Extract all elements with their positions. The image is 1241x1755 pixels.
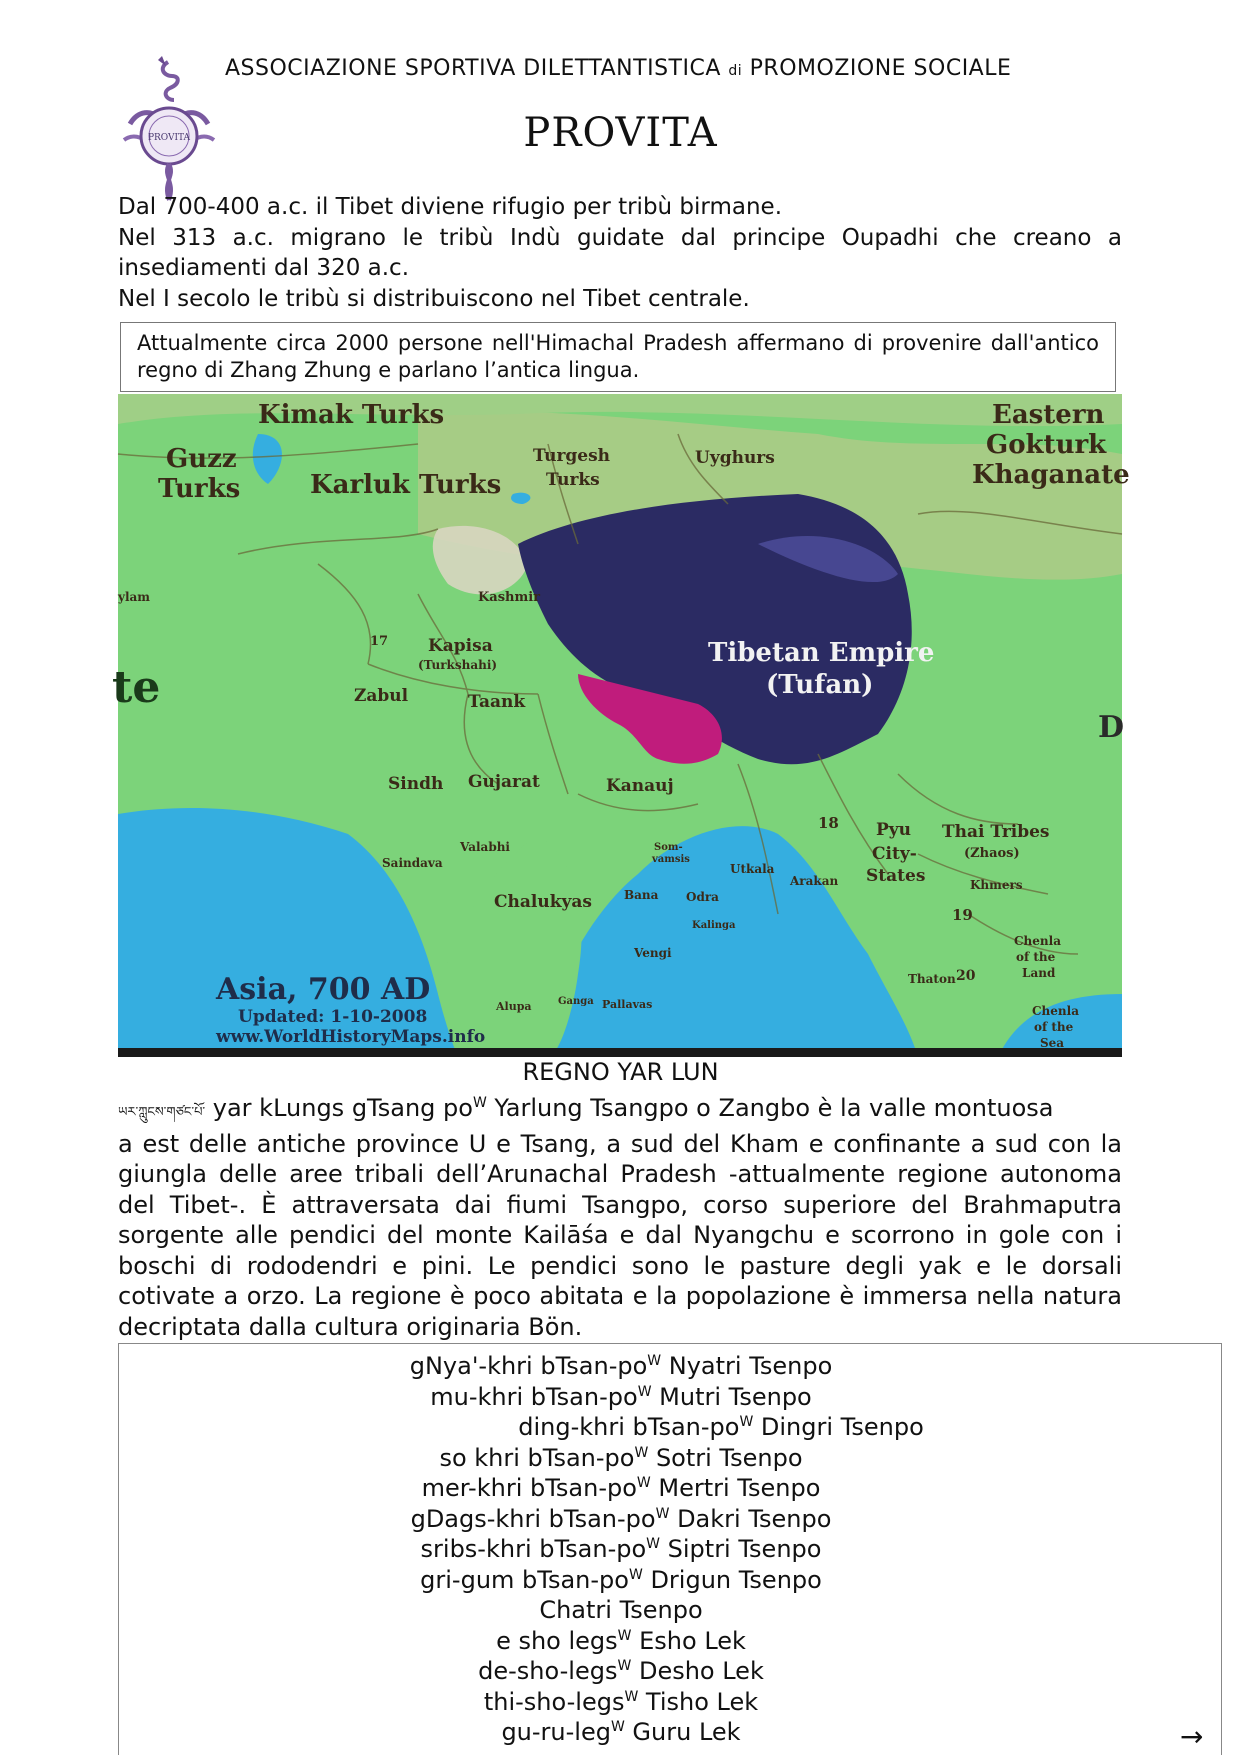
list-item	[119, 1383, 1123, 1411]
king-sup: W	[647, 1353, 662, 1369]
king-sup: W	[646, 1536, 661, 1552]
king-sup: W	[628, 1566, 643, 1583]
label-eastern: Eastern	[992, 400, 1105, 430]
label-chenla-sea-2: of the	[1034, 1020, 1074, 1034]
king-name: ding-khri bTsan-po	[518, 1413, 740, 1441]
label-zhaos: (Zhaos)	[964, 846, 1020, 861]
king-sup: W	[637, 1383, 652, 1400]
king-name: gri-gum bTsan-po	[420, 1565, 629, 1594]
lead-sup: W	[472, 1095, 487, 1111]
label-turgesh: Turgesh	[533, 446, 611, 466]
list-item	[119, 1566, 1123, 1594]
label-tufan: (Tufan)	[766, 670, 874, 700]
intro-line: Nel I secolo le tribù si distribuiscono nel Tibet centrale.	[118, 285, 750, 312]
king-sup: W	[634, 1444, 649, 1461]
king-alt: Sotri Tsenpo	[648, 1443, 803, 1472]
list-item	[119, 1596, 1123, 1624]
map-graphic	[118, 394, 1125, 1057]
logo-text: PROVITA	[147, 133, 191, 143]
king-name: mu-khri bTsan-po	[430, 1382, 638, 1411]
label-odra: Odra	[686, 890, 719, 904]
label-gujarat: Gujarat	[468, 772, 540, 792]
intro-line: Nel 313 a.c. migrano le tribù Indù guidate dal principe Oupadhi che creano a insediamenti dal 320 a.c.	[118, 224, 1122, 281]
label-pyu-states: States	[866, 866, 926, 886]
map-caption-updated: Updated: 1-10-2008	[238, 1007, 428, 1027]
label-17: 17	[370, 634, 389, 649]
list-item	[119, 1474, 1123, 1502]
label-kimak: Kimak Turks	[258, 400, 445, 430]
list-item	[119, 1352, 1123, 1380]
next-page-arrow-icon[interactable]: →	[1180, 1720, 1204, 1753]
label-guzz: Guzz	[166, 444, 237, 474]
king-sup: W	[636, 1475, 651, 1491]
king-name: gNya'-khri bTsan-po	[409, 1352, 648, 1380]
label-chenla-land-1: Chenla	[1014, 934, 1061, 948]
label-19: 19	[952, 906, 973, 924]
king-sup: W	[617, 1627, 632, 1644]
king-sup: W	[739, 1414, 754, 1430]
organization-name	[225, 56, 1011, 81]
lead-text: yar kLungs gTsang po	[205, 1094, 473, 1122]
label-chenla-sea-3: Sea	[1040, 1036, 1065, 1050]
king-sup: W	[610, 1719, 625, 1735]
king-alt: Dingri Tsenpo	[753, 1413, 924, 1441]
king-sup: W	[655, 1505, 670, 1522]
label-kalinga: Kalinga	[692, 920, 736, 931]
map-caption-site: www.WorldHistoryMaps.info	[216, 1027, 486, 1047]
list-item	[119, 1657, 1123, 1685]
king-name: gu-ru-leg	[501, 1718, 611, 1746]
label-kanauj: Kanauj	[606, 776, 674, 796]
label-tibetan-empire: Tibetan Empire	[708, 638, 935, 668]
section-lead	[118, 1088, 1122, 1129]
king-name: de-sho-legs	[478, 1657, 618, 1685]
note-text: Attualmente circa 2000 persone nell'Himachal Pradesh affermano di provenire dall'antico regno di Zhang Zhung e parlano l’antica lingua.	[137, 331, 1099, 382]
list-item	[119, 1444, 1123, 1472]
label-khmers: Khmers	[970, 878, 1023, 892]
label-turkshahi: (Turkshahi)	[418, 658, 498, 672]
king-name: sribs-khri bTsan-po	[420, 1535, 647, 1563]
list-item	[119, 1688, 1123, 1716]
label-turgesh-turks: Turks	[546, 470, 600, 490]
king-alt: Nyatri Tsenpo	[661, 1352, 833, 1380]
label-pyu-city: City-	[872, 844, 917, 864]
label-zabul: Zabul	[354, 686, 409, 706]
label-20: 20	[956, 968, 976, 984]
label-kapisa: Kapisa	[428, 636, 493, 656]
king-alt: Drigun Tsenpo	[642, 1565, 822, 1594]
king-name: Chatri Tsenpo	[539, 1596, 703, 1624]
label-ganga: Ganga	[558, 996, 594, 1007]
list-item	[119, 1627, 1123, 1655]
king-alt: Esho Lek	[631, 1626, 746, 1655]
label-somavamsis: Som-	[654, 842, 683, 853]
label-vengi: Vengi	[634, 946, 672, 960]
map-caption-title: Asia, 700 AD	[216, 972, 431, 1007]
king-alt: Mertri Tsenpo	[650, 1474, 821, 1502]
king-sup: W	[624, 1688, 639, 1705]
label-khaganate: Khaganate	[972, 460, 1130, 490]
king-name: e sho legs	[496, 1626, 618, 1655]
label-ylam: ylam	[118, 590, 151, 604]
list-item	[119, 1718, 1123, 1746]
label-kashmir: Kashmir	[478, 590, 541, 605]
king-alt: Desho Lek	[631, 1657, 764, 1685]
label-taank: Taank	[468, 692, 526, 712]
king-alt: Siptri Tsenpo	[660, 1535, 822, 1563]
label-valabhi: Valabhi	[460, 840, 510, 854]
label-chenla-land-3: Land	[1022, 966, 1056, 980]
tibetan-script: ཡར་ཀླུངས་གཙང་པོ་	[118, 1105, 206, 1120]
label-arakan: Arakan	[790, 874, 839, 888]
list-item	[119, 1535, 1123, 1563]
label-sindh: Sindh	[388, 774, 444, 794]
label-guzz-turks: Turks	[158, 474, 241, 504]
king-name: so khri bTsan-po	[439, 1443, 635, 1472]
label-karluk: Karluk Turks	[310, 470, 502, 500]
label-chenla-sea-1: Chenla	[1032, 1004, 1079, 1018]
org-part2: PROMOZIONE SOCIALE	[749, 56, 1012, 81]
king-name: mer-khri bTsan-po	[421, 1474, 637, 1502]
label-saindava: Saindava	[382, 856, 443, 870]
king-alt: Tisho Lek	[638, 1687, 759, 1716]
label-pyu: Pyu	[876, 820, 912, 840]
label-pallavas: Pallavas	[602, 998, 653, 1011]
label-thai-tribes: Thai Tribes	[942, 822, 1050, 842]
king-alt: Mutri Tsenpo	[651, 1382, 812, 1411]
label-uyghurs: Uyghurs	[695, 448, 775, 468]
historical-map	[112, 394, 1130, 1057]
label-alupa: Alupa	[496, 1000, 532, 1013]
intro-line: Dal 700-400 a.c. il Tibet diviene rifugio per tribù birmane.	[118, 194, 783, 220]
label-utkala: Utkala	[730, 862, 775, 876]
section-paragraph: a est delle antiche province U e Tsang, a sud del Kham e confinante a sud con la giungla delle aree tribali dell’Arunachal Pradesh -attualmente regione autonoma del Tibet-. È attraversata dai fiumi Tsangpo, corso superiore del Brahmaputra sorgente alle pendici del monte Kailāśa e dal Nyangchu e scorrono in gole con i boschi di rododendri e pini. Le pendici sono le pasture degli yak e le dorsali cotivate a orzo. La regione è poco abitata e la popolazione è immersa nella natura decriptata dalla cultura originaria Bön.	[118, 1129, 1122, 1341]
label-vamsis: vamsis	[652, 854, 690, 865]
map-caption	[216, 972, 485, 1047]
king-sup: W	[617, 1658, 632, 1674]
lead-rest: Yarlung Tsangpo o Zangbo è la valle montuosa	[486, 1094, 1054, 1122]
kings-list-box	[118, 1343, 1222, 1755]
king-name: gDags-khri bTsan-po	[410, 1504, 656, 1533]
label-chenla-land-2: of the	[1016, 950, 1056, 964]
org-part1: ASSOCIAZIONE SPORTIVA DILETTANTISTICA	[225, 56, 721, 81]
section-body	[118, 1088, 1122, 1342]
page-title: PROVITA	[523, 110, 718, 156]
king-alt: Guru Lek	[624, 1718, 741, 1746]
note-box	[120, 322, 1116, 392]
label-te: te	[112, 662, 161, 713]
king-name: thi-sho-legs	[483, 1687, 625, 1716]
king-alt: Dakri Tsenpo	[669, 1504, 832, 1533]
section-title: REGNO YAR LUN	[522, 1058, 719, 1086]
label-bana: Bana	[624, 888, 659, 902]
intro-text	[118, 192, 1122, 314]
label-18: 18	[818, 814, 839, 832]
label-gokturk: Gokturk	[986, 430, 1107, 460]
label-thaton: Thaton	[908, 972, 956, 986]
org-di: di	[728, 63, 743, 79]
label-chalukyas: Chalukyas	[494, 892, 592, 912]
list-item	[219, 1413, 1223, 1441]
list-item	[119, 1505, 1123, 1533]
label-d: D	[1098, 710, 1125, 745]
